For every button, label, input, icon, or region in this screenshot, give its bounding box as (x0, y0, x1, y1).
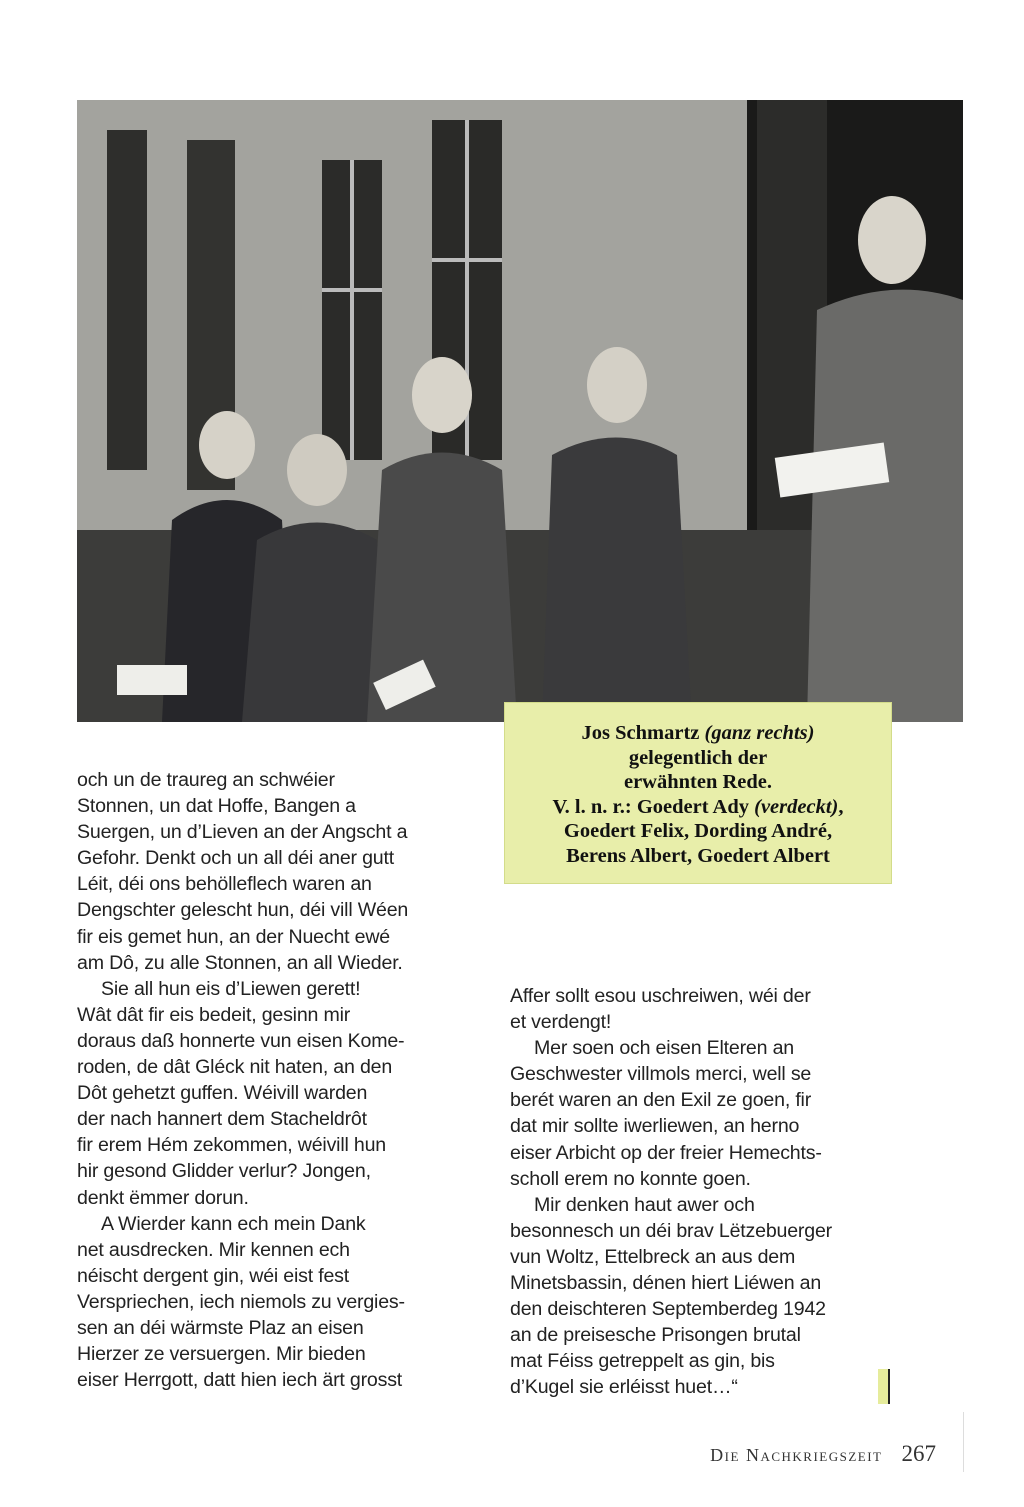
text-line: fir eis gemet hun, an der Nuecht ewé (77, 925, 391, 948)
text-line: doraus daß honnerte vun eisen Kome- (77, 1029, 405, 1052)
text-line: Hierzer ze versuergen. Mir bieden (77, 1343, 366, 1366)
text-line: besonnesch un déi brav Lëtzebuerger (510, 1219, 832, 1242)
person-face (199, 411, 255, 479)
photo-caption (505, 703, 891, 883)
text-line: an de preisesche Prisongen brutal (510, 1324, 801, 1347)
text-line: Sie all hun eis d’Liewen gerett! (101, 977, 361, 1000)
text-line: et verdengt! (510, 1011, 612, 1034)
page-footer (710, 1441, 936, 1467)
text-line: néischt dergent gin, wéi eist fest (77, 1264, 350, 1287)
text-line: denkt ëmmer dorun. (77, 1186, 249, 1209)
text-line: eiser Herrgott, datt hien iech ärt grosst (77, 1369, 403, 1392)
text-line: d’Kugel sie erléisst huet…“ (510, 1376, 738, 1399)
text-line: der nach hannert dem Stacheldrôt (77, 1108, 367, 1131)
person-face (858, 196, 926, 284)
text-line: Gefohr. Denkt och un all déi aner gutt (77, 847, 394, 870)
text-line: net ausdrecken. Mir kennen ech (77, 1238, 350, 1261)
text-line: och un de traureg an schwéier (77, 769, 335, 791)
caption-line: V. l. n. r.: Goedert Ady (552, 795, 755, 818)
text-line: Suergen, un d’Lieven an der Angscht a (77, 821, 408, 844)
group-photo (77, 100, 963, 722)
window (107, 130, 147, 470)
person-face (412, 357, 472, 433)
text-line: Affer sollt esou uschreiwen, wéi der (510, 985, 811, 1007)
page-number: 267 (901, 1441, 936, 1466)
person-body (807, 290, 963, 722)
text-line: Verspriechen, iech niemols zu vergies- (77, 1290, 405, 1313)
text-line: Wât dât fir eis bedeit, gesinn mir (77, 1003, 351, 1026)
caption-line: Berens Albert, Goedert Albert (566, 844, 830, 867)
caption-line: erwähnten Rede. (623, 771, 773, 794)
right-text-column (510, 983, 890, 1401)
end-of-article-mark (878, 1369, 890, 1404)
text-line: am Dô, zu alle Stonnen, an all Wieder. (77, 951, 403, 974)
text-line: mat Féiss getreppelt as gin, bis (510, 1350, 775, 1373)
text-line: Dôt gehetzt guffen. Wéivill warden (77, 1082, 368, 1105)
text-line: Mer soen och eisen Elteren an (534, 1037, 794, 1060)
text-line: den deischteren Septemberdeg 1942 (510, 1298, 826, 1321)
text-line: eiser Arbicht op der freier Hemechts- (510, 1141, 822, 1164)
text-line: roden, de dât Gléck nit haten, an den (77, 1056, 393, 1079)
text-line: Léit, déi ons behölleflech waren an (77, 873, 372, 896)
person-face (287, 434, 347, 506)
text-line: Dengschter gelescht hun, déi vill Wéen (77, 899, 409, 922)
text-line: Stonnen, un dat Hoffe, Bangen a (77, 795, 356, 818)
text-line: dat mir sollte iwerliewen, an herno (510, 1115, 800, 1138)
text-line: hir gesond Glidder verlur? Jongen, (77, 1160, 371, 1183)
text-line: sen an déi wärmste Plaz an eisen (77, 1316, 364, 1339)
caption-emphasis: (verdeckt) (754, 795, 839, 818)
text-line: Geschwester villmols merci, well se (510, 1063, 812, 1086)
photo-illustration (77, 100, 963, 722)
rolled-paper (117, 665, 187, 695)
text-line: berét waren an den Exil ze goen, fir (510, 1089, 812, 1112)
text-line: vun Woltz, Ettelbreck an aus dem (510, 1245, 796, 1268)
text-line: scholl erem no konnte goen. (510, 1167, 751, 1190)
left-text-column (77, 767, 477, 1393)
caption-line: Goedert Felix, Dording André, (563, 820, 833, 843)
text-line: Mir denken haut awer och (534, 1193, 755, 1216)
caption-name: Jos Schmartz (581, 722, 705, 744)
caption-line: gelegentlich der (628, 746, 768, 769)
caption-emphasis: (ganz rechts) (704, 722, 815, 744)
text-line: Minetsbassin, dénen hiert Liéwen an (510, 1272, 822, 1295)
text-line: fir erem Hém zekommen, wéivill hun (77, 1134, 386, 1157)
person-face (587, 347, 647, 423)
margin-rule (963, 1412, 964, 1472)
text-line: A Wierder kann ech mein Dank (101, 1212, 366, 1235)
running-section-title: Die Nachkriegszeit (710, 1445, 883, 1465)
person-body (542, 438, 692, 723)
caption-punct: , (838, 795, 844, 818)
